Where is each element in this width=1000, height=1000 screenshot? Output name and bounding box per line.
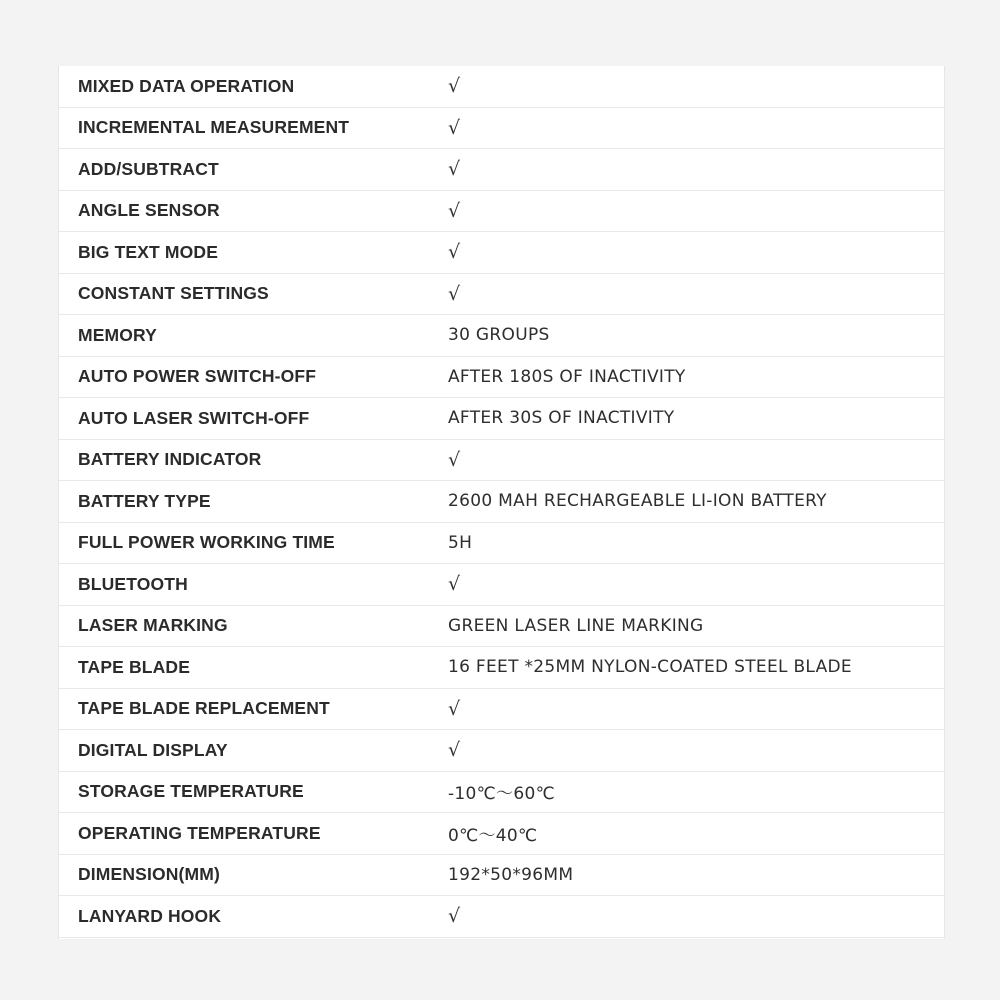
spec-value: GREEN LASER LINE MARKING: [448, 615, 704, 636]
spec-row: [59, 440, 944, 482]
spec-row: [59, 191, 944, 233]
spec-row: [59, 564, 944, 606]
spec-value: 5H: [448, 532, 473, 553]
spec-value: 2600 MAH RECHARGEABLE LI-ION BATTERY: [448, 491, 827, 512]
spec-row: [59, 149, 944, 191]
spec-label: CONSTANT SETTINGS: [78, 283, 269, 304]
spec-label: AUTO LASER SWITCH-OFF: [78, 407, 310, 428]
spec-label: BATTERY TYPE: [78, 490, 211, 511]
spec-value: √: [448, 116, 461, 139]
spec-value: 192*50*96MM: [448, 864, 574, 885]
spec-row: [59, 523, 944, 565]
spec-label: TAPE BLADE: [78, 656, 191, 677]
spec-value: √: [448, 199, 461, 222]
spec-row: [59, 315, 944, 357]
spec-label: TAPE BLADE REPLACEMENT: [78, 698, 330, 719]
spec-label: ANGLE SENSOR: [78, 200, 220, 221]
spec-label: BIG TEXT MODE: [78, 241, 219, 262]
spec-table: [59, 66, 944, 938]
spec-label: STORAGE TEMPERATURE: [78, 781, 304, 802]
spec-row: [59, 855, 944, 897]
spec-row: [59, 108, 944, 150]
spec-row: [59, 274, 944, 316]
spec-value: 30 GROUPS: [448, 325, 550, 346]
spec-value: √: [448, 282, 461, 305]
spec-value: -10℃～60℃: [448, 784, 555, 805]
spec-label: MEMORY: [78, 324, 158, 345]
spec-label: BLUETOOTH: [78, 573, 188, 594]
spec-row: [59, 689, 944, 731]
spec-label: DIGITAL DISPLAY: [78, 739, 228, 760]
spec-row: [59, 813, 944, 855]
spec-row: [59, 357, 944, 399]
spec-value: √: [448, 75, 461, 98]
spec-card: [58, 66, 945, 939]
spec-value: √: [448, 905, 461, 928]
spec-row: [59, 730, 944, 772]
spec-label: BATTERY INDICATOR: [78, 449, 262, 470]
spec-value: √: [448, 158, 461, 181]
spec-label: FULL POWER WORKING TIME: [78, 532, 335, 553]
spec-value: 16 FEET *25MM NYLON-COATED STEEL BLADE: [448, 657, 852, 678]
spec-label: INCREMENTAL MEASUREMENT: [78, 117, 350, 138]
spec-label: LANYARD HOOK: [78, 905, 222, 926]
spec-value: √: [448, 739, 461, 762]
spec-value: √: [448, 448, 461, 471]
spec-row: [59, 66, 944, 108]
spec-value: 0℃～40℃: [448, 825, 538, 846]
spec-row: [59, 232, 944, 274]
spec-label: DIMENSION(MM): [78, 864, 220, 885]
spec-label: AUTO POWER SWITCH-OFF: [78, 366, 317, 387]
spec-value: AFTER 180S OF INACTIVITY: [448, 366, 686, 387]
spec-value: √: [448, 697, 461, 720]
spec-label: MIXED DATA OPERATION: [78, 75, 295, 96]
spec-value: AFTER 30S OF INACTIVITY: [448, 408, 675, 429]
spec-row: [59, 647, 944, 689]
spec-row: [59, 606, 944, 648]
spec-row: [59, 896, 944, 938]
spec-row: [59, 772, 944, 814]
spec-value: √: [448, 241, 461, 264]
spec-row: [59, 481, 944, 523]
spec-value: √: [448, 573, 461, 596]
spec-label: ADD/SUBTRACT: [78, 158, 219, 179]
spec-label: LASER MARKING: [78, 615, 228, 636]
spec-label: OPERATING TEMPERATURE: [78, 822, 321, 843]
spec-row: [59, 398, 944, 440]
